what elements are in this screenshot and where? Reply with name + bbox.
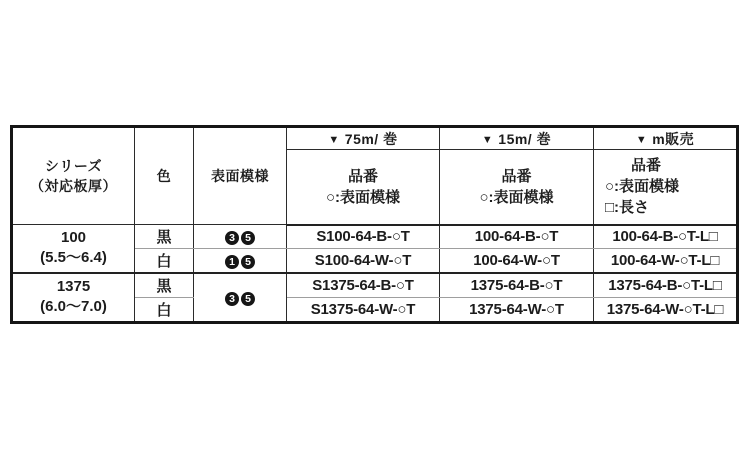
table-row xyxy=(12,225,738,249)
circled-number-mark: 5 xyxy=(241,255,255,269)
code-75m-cell: S1375-64-W-○T xyxy=(287,298,440,323)
header-group-m-sale-label: m販売 xyxy=(652,130,695,147)
header-row-top xyxy=(12,127,738,150)
surface-marks-cell xyxy=(194,273,287,323)
surface-marks-cell xyxy=(194,225,287,249)
down-triangle-icon: ▼ xyxy=(481,133,494,146)
code-15m-cell: 100-64-B-○T xyxy=(440,225,594,249)
part-number-label: 品番 xyxy=(347,167,378,185)
surface-marks-cell xyxy=(194,249,287,273)
header-surface-pattern: 表面模様 xyxy=(194,127,287,225)
color-cell: 白 xyxy=(135,249,194,273)
color-cell: 黒 xyxy=(135,273,194,298)
product-spec-table xyxy=(10,125,739,324)
header-group-75m xyxy=(287,127,440,150)
series-cell-1375 xyxy=(12,273,135,323)
header-color: 色 xyxy=(135,127,194,225)
circled-number-mark: 1 xyxy=(225,255,239,269)
circled-number-mark: 3 xyxy=(225,231,239,245)
part-number-label: 品番 xyxy=(631,157,662,175)
series-cell-100 xyxy=(12,225,135,273)
header-series-line2: （対応板厚） xyxy=(30,178,117,194)
circle-legend: ○:表面模様 xyxy=(325,188,401,206)
color-cell: 黒 xyxy=(135,225,194,249)
down-triangle-icon: ▼ xyxy=(328,133,340,146)
code-75m-cell: S100-64-W-○T xyxy=(287,249,440,273)
header-group-m-sale xyxy=(594,127,738,150)
series-name: 1375 xyxy=(56,278,91,296)
code-m-sale-cell: 100-64-W-○T-L□ xyxy=(594,249,738,273)
circled-number-mark: 5 xyxy=(241,292,255,306)
code-75m-cell: S100-64-B-○T xyxy=(287,225,440,249)
series-thickness-range: (6.0～7.0) xyxy=(40,298,107,316)
header-series xyxy=(12,127,135,225)
code-15m-cell: 1375-64-W-○T xyxy=(440,298,594,323)
circled-number-mark: 5 xyxy=(241,231,255,245)
color-cell: 白 xyxy=(135,298,194,323)
down-triangle-icon: ▼ xyxy=(635,133,648,146)
series-thickness-range: (5.5～6.4) xyxy=(40,249,107,267)
header-group-75m-label: 75m/ 巻 xyxy=(344,130,398,147)
header-sub-m-sale xyxy=(594,150,738,225)
circle-legend: ○:表面模様 xyxy=(605,178,680,196)
header-series-line1: シリーズ xyxy=(44,158,103,174)
code-m-sale-cell: 100-64-B-○T-L□ xyxy=(594,225,738,249)
code-15m-cell: 1375-64-B-○T xyxy=(440,273,594,298)
header-group-15m xyxy=(440,127,594,150)
part-number-label: 品番 xyxy=(501,167,532,185)
code-75m-cell: S1375-64-B-○T xyxy=(287,273,440,298)
series-name: 100 xyxy=(60,229,87,247)
header-group-15m-label: 15m/ 巻 xyxy=(498,130,552,147)
header-sub-75m xyxy=(287,150,440,225)
circled-number-mark: 3 xyxy=(225,292,239,306)
code-m-sale-cell: 1375-64-B-○T-L□ xyxy=(594,273,738,298)
code-m-sale-cell: 1375-64-W-○T-L□ xyxy=(594,298,738,323)
table-row xyxy=(12,273,738,298)
header-sub-15m xyxy=(440,150,594,225)
circle-legend: ○:表面模様 xyxy=(479,188,554,206)
code-15m-cell: 100-64-W-○T xyxy=(440,249,594,273)
square-legend: □:長さ xyxy=(605,199,650,217)
